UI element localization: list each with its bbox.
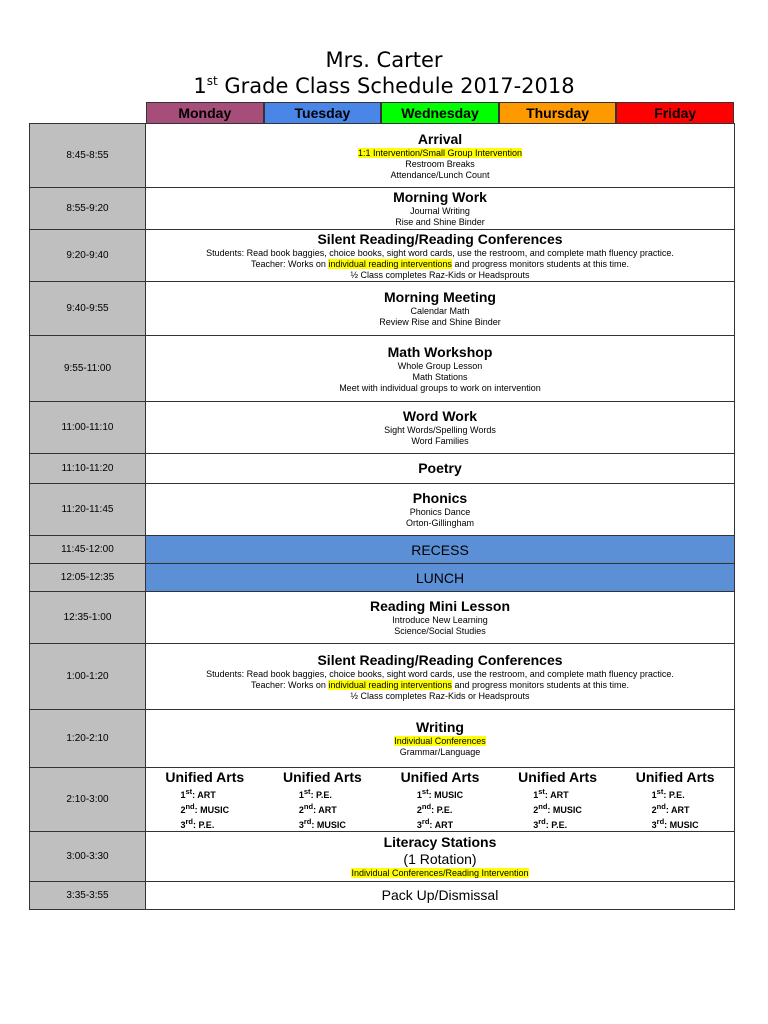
- time-slot: 8:45-8:55: [30, 124, 146, 188]
- activity-title: Poetry: [418, 460, 462, 476]
- grade-ordinal: st: [656, 786, 664, 796]
- detail-text: Phonics Dance: [409, 507, 471, 517]
- activity-title: Math Workshop: [387, 343, 493, 360]
- grade-number: 2: [180, 804, 186, 815]
- activity-cell: [146, 282, 735, 336]
- rotation-subject: : P.E.: [192, 819, 215, 830]
- activity-content: [146, 834, 734, 879]
- activity-title: Reading Mini Lesson: [369, 598, 510, 614]
- grade-number: 1: [533, 789, 539, 800]
- detail-text: Sight Words/Spelling Words: [384, 425, 496, 435]
- schedule-table: [29, 123, 735, 910]
- grade-ordinal: rd: [538, 816, 546, 826]
- rotation-subject: : MUSIC: [664, 819, 699, 830]
- unified-arts-item: [180, 816, 229, 831]
- rotation-subject: : ART: [544, 789, 569, 800]
- activity-detail: [146, 148, 734, 159]
- activity-title: Literacy Stations: [383, 834, 497, 850]
- detail-text: Orton-Gillingham: [405, 518, 475, 528]
- detail-text: Calendar Math: [410, 306, 470, 316]
- grade-ordinal: nd: [185, 801, 195, 811]
- unified-arts-friday: [616, 769, 734, 831]
- rotation-subject: : ART: [313, 804, 337, 815]
- grade-number: 3: [651, 819, 657, 830]
- activity-title: Word Work: [402, 408, 478, 424]
- time-slot: 11:00-11:10: [30, 402, 146, 454]
- activity-detail: [146, 868, 734, 879]
- detail-text: Science/Social Studies: [394, 626, 486, 636]
- rotation-subject: : MUSIC: [547, 804, 582, 815]
- schedule-row: [30, 124, 735, 188]
- grade-ordinal: rd: [421, 816, 430, 826]
- activity-cell: [146, 710, 735, 768]
- time-slot: 1:00-1:20: [30, 644, 146, 710]
- activity-cell: [146, 336, 735, 402]
- grade-ordinal: nd: [656, 801, 666, 811]
- detail-text: Students: Read book baggies, choice books, sight word cards, use the restroom, and complete math fluency practice.: [206, 668, 674, 679]
- activity-detail: [146, 691, 734, 702]
- unified-arts-item: [533, 786, 582, 801]
- time-slot: 12:35-1:00: [30, 592, 146, 644]
- detail-part: and progress monitors students at this time.: [451, 258, 630, 269]
- unified-arts-item: [180, 801, 229, 816]
- day-thursday: Thursday: [499, 102, 617, 124]
- activity-content: [146, 460, 734, 477]
- time-slot: 11:20-11:45: [30, 484, 146, 536]
- grade-number: 2: [298, 804, 304, 815]
- activity-subtitle: (1 Rotation): [403, 851, 477, 867]
- activity-detail: [146, 747, 734, 758]
- activity-content: [146, 289, 734, 328]
- activity-detail: [146, 669, 734, 680]
- rotation-subject: : P.E.: [545, 819, 568, 830]
- detail-part: Teacher: Works on: [250, 679, 329, 690]
- activity-detail: [146, 217, 734, 228]
- activity-detail: [146, 270, 734, 281]
- activity-detail: [146, 170, 734, 181]
- block-lunch: LUNCH: [146, 564, 735, 592]
- detail-text: Meet with individual groups to work on intervention: [339, 382, 541, 393]
- grade-number: 1: [416, 789, 422, 800]
- unified-arts-list: [533, 786, 582, 831]
- activity-title: Silent Reading/Reading Conferences: [317, 651, 563, 668]
- activity-detail: [146, 317, 734, 328]
- schedule-row: [30, 484, 735, 536]
- unified-arts-item: [652, 801, 699, 816]
- time-slot: 8:55-9:20: [30, 188, 146, 230]
- grade-ordinal: st: [185, 786, 193, 796]
- detail-part: and progress monitors students at this time.: [451, 679, 630, 690]
- unified-arts-item: [417, 801, 463, 816]
- schedule-row: [30, 188, 735, 230]
- rotation-subject: : P.E.: [310, 789, 332, 800]
- grade-ordinal: rd: [185, 816, 193, 826]
- grade-ordinal: st: [303, 786, 311, 796]
- unified-arts-row: [146, 769, 734, 831]
- activity-title: Phonics: [412, 490, 468, 506]
- grade-number: 2: [533, 804, 539, 815]
- schedule-row: [30, 768, 735, 832]
- activity-detail: [146, 372, 734, 383]
- rotation-subject: : MUSIC: [311, 819, 346, 830]
- schedule-row: [30, 564, 735, 592]
- activity-title: Pack Up/Dismissal: [381, 887, 499, 903]
- activity-detail: [146, 436, 734, 447]
- time-slot: 12:05-12:35: [30, 564, 146, 592]
- activity-title: [146, 887, 734, 904]
- grade-number: 3: [416, 819, 422, 830]
- activity-cell: [146, 832, 735, 882]
- activity-detail: [146, 248, 734, 259]
- activity-detail: [146, 306, 734, 317]
- block-recess: RECESS: [146, 536, 735, 564]
- grade-number: 2: [416, 804, 422, 815]
- detail-text: Rise and Shine Binder: [395, 217, 485, 227]
- time-slot: 11:45-12:00: [30, 536, 146, 564]
- activity-content: [146, 408, 734, 447]
- rotation-subject: : MUSIC: [428, 789, 464, 800]
- detail-text: Individual Conferences: [394, 736, 486, 746]
- unified-arts-title: Unified Arts: [400, 768, 480, 785]
- activity-content: [146, 189, 734, 228]
- activity-cell: [146, 124, 735, 188]
- schedule-row: [30, 402, 735, 454]
- activity-cell: [146, 644, 735, 710]
- schedule-row: [30, 336, 735, 402]
- detail-text: Grammar/Language: [399, 747, 481, 757]
- activity-title: Morning Work: [393, 189, 487, 205]
- unified-arts-title: Unified Arts: [165, 768, 245, 785]
- unified-arts-item: [299, 801, 346, 816]
- detail-text: Journal Writing: [410, 206, 470, 216]
- detail-text: Introduce New Learning: [392, 615, 488, 625]
- rotation-subject: : P.E.: [663, 789, 685, 800]
- activity-title: Writing: [416, 719, 464, 735]
- detail-text: Review Rise and Shine Binder: [379, 317, 501, 327]
- detail-text: Restroom Breaks: [405, 158, 475, 169]
- time-slot: 9:40-9:55: [30, 282, 146, 336]
- rotation-subject: : MUSIC: [194, 804, 230, 815]
- time-slot: 3:00-3:30: [30, 832, 146, 882]
- grade-ordinal: st: [206, 74, 218, 88]
- activity-detail: [146, 206, 734, 217]
- activity-detail: [146, 736, 734, 747]
- unified-arts-list: [180, 786, 229, 831]
- detail-part: individual reading interventions: [328, 679, 452, 690]
- grade-number: 1: [193, 74, 207, 98]
- activity-cell: [146, 230, 735, 282]
- schedule-row: [30, 592, 735, 644]
- grade-number: 2: [651, 804, 657, 815]
- detail-text: Math Stations: [412, 371, 468, 382]
- weekday-header: [146, 102, 734, 124]
- activity-content: [146, 490, 734, 529]
- time-slot: 9:20-9:40: [30, 230, 146, 282]
- detail-text: ½ Class completes Raz-Kids or Headsprouts: [350, 690, 530, 701]
- day-tuesday: Tuesday: [264, 102, 382, 124]
- activity-detail: [146, 159, 734, 170]
- time-slot: 3:35-3:55: [30, 882, 146, 910]
- grade-ordinal: rd: [303, 816, 312, 826]
- activity-detail: [146, 425, 734, 436]
- day-monday: Monday: [146, 102, 264, 124]
- day-wednesday: Wednesday: [381, 102, 499, 124]
- unified-arts-title: Unified Arts: [282, 768, 362, 785]
- activity-content: [146, 131, 734, 181]
- time-slot: 9:55-11:00: [30, 336, 146, 402]
- detail-text: Attendance/Lunch Count: [390, 169, 490, 180]
- activity-cell: [146, 188, 735, 230]
- detail-part: Teacher: Works on: [250, 258, 329, 269]
- schedule-title: [0, 74, 768, 98]
- time-slot: 2:10-3:00: [30, 768, 146, 832]
- schedule-row: [30, 882, 735, 910]
- grade-number: 1: [180, 789, 186, 800]
- schedule-row: [30, 832, 735, 882]
- unified-arts-wednesday: [381, 769, 499, 831]
- unified-arts-item: [652, 816, 699, 831]
- activity-detail: [146, 518, 734, 529]
- unified-arts-title: Unified Arts: [635, 768, 715, 785]
- activity-title: Silent Reading/Reading Conferences: [317, 230, 563, 247]
- activity-cell: [146, 768, 735, 832]
- activity-content: [146, 231, 734, 281]
- activity-content: [146, 598, 734, 637]
- day-friday: Friday: [616, 102, 734, 124]
- unified-arts-item: [299, 816, 346, 831]
- unified-arts-item: [417, 786, 463, 801]
- activity-detail: [146, 615, 734, 626]
- rotation-subject: : ART: [192, 789, 216, 800]
- activity-detail: [146, 383, 734, 394]
- grade-ordinal: nd: [421, 801, 432, 811]
- schedule-row: [30, 536, 735, 564]
- detail-text: ½ Class completes Raz-Kids or Headsprouts: [350, 269, 530, 280]
- grade-number: 1: [651, 789, 657, 800]
- unified-arts-item: [652, 786, 699, 801]
- grade-number: 3: [298, 819, 304, 830]
- unified-arts-item: [533, 801, 582, 816]
- activity-content: [146, 719, 734, 758]
- schedule-row: [30, 230, 735, 282]
- grade-ordinal: nd: [303, 801, 314, 811]
- grade-number: 3: [533, 819, 539, 830]
- unified-arts-item: [417, 816, 463, 831]
- teacher-name: Mrs. Carter: [325, 48, 443, 72]
- activity-cell: [146, 592, 735, 644]
- title-rest: Grade Class Schedule 2017-2018: [217, 74, 575, 98]
- grade-ordinal: nd: [538, 801, 548, 811]
- unified-arts-monday: [146, 769, 264, 831]
- grade-ordinal: rd: [656, 816, 665, 826]
- detail-text: Individual Conferences/Reading Intervention: [351, 868, 529, 878]
- rotation-subject: : ART: [429, 819, 454, 830]
- grade-number: 3: [180, 819, 186, 830]
- activity-title: Morning Meeting: [384, 289, 496, 305]
- unified-arts-title: Unified Arts: [518, 768, 597, 785]
- unified-arts-item: [533, 816, 582, 831]
- activity-detail: [146, 507, 734, 518]
- detail-part: individual reading interventions: [328, 258, 452, 269]
- unified-arts-item: [180, 786, 229, 801]
- rotation-subject: : ART: [665, 804, 690, 815]
- activity-detail: [146, 680, 734, 691]
- schedule-row: [30, 454, 735, 484]
- detail-text: Students: Read book baggies, choice books, sight word cards, use the restroom, and complete math fluency practice.: [206, 247, 674, 258]
- activity-detail: [146, 259, 734, 270]
- activity-title: Arrival: [417, 130, 463, 147]
- activity-content: [146, 652, 734, 702]
- activity-cell: [146, 402, 735, 454]
- unified-arts-list: [417, 786, 463, 831]
- detail-text: 1:1 Intervention/Small Group Intervention: [357, 147, 523, 158]
- rotation-subject: : P.E.: [431, 804, 453, 815]
- activity-cell: [146, 484, 735, 536]
- schedule-row: [30, 644, 735, 710]
- unified-arts-tuesday: [264, 769, 382, 831]
- unified-arts-item: [299, 786, 346, 801]
- time-slot: 1:20-2:10: [30, 710, 146, 768]
- activity-dismissal: [146, 882, 735, 910]
- activity-cell: [146, 454, 735, 484]
- schedule-row: [30, 710, 735, 768]
- detail-text: Word Families: [411, 436, 469, 446]
- unified-arts-thursday: [499, 769, 617, 831]
- unified-arts-list: [299, 786, 346, 831]
- grade-ordinal: st: [421, 786, 429, 796]
- time-slot: 11:10-11:20: [30, 454, 146, 484]
- grade-ordinal: st: [538, 786, 545, 796]
- detail-text: Whole Group Lesson: [397, 360, 483, 371]
- unified-arts-list: [652, 786, 699, 831]
- activity-detail: [146, 361, 734, 372]
- activity-detail: [146, 626, 734, 637]
- schedule-row: [30, 282, 735, 336]
- activity-content: [146, 344, 734, 394]
- grade-number: 1: [298, 789, 304, 800]
